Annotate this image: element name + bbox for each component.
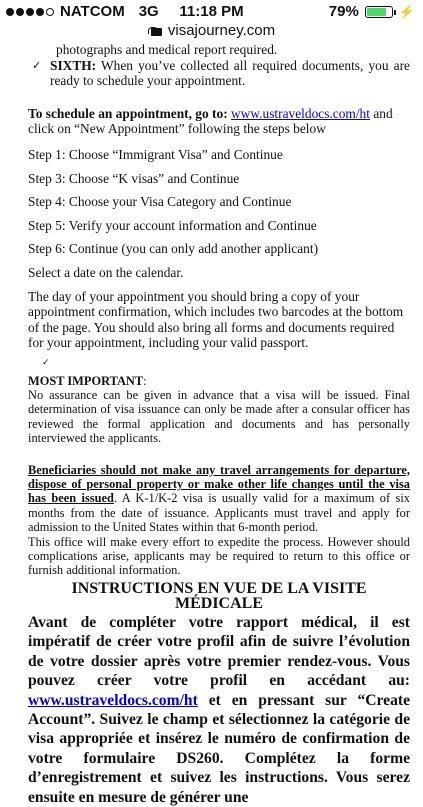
url-text: visajourney.com bbox=[167, 22, 276, 39]
battery-fill bbox=[367, 8, 386, 16]
medical-instructions-text: Avant de compléter votre rapport médical, il est impératif de créer votre profil afin de suivre l’évolution de votre dossier après votre premier rendez-vous. Vous pouvez créer votre profil en accédant au: www.ustraveldocs.com/ht et en pressant sur “Create Account”. Suivez le champ et sélectionnez la catégorie de visa appropriée et insérez le numéro de confirmation de votre formulaire DS260. Complétez la forme d’enregistrement et suivez les instructions. Vous serez ensuite en mesure de générer une bbox=[28, 613, 410, 806]
check-icon: ✓ bbox=[32, 59, 42, 72]
office-effort-paragraph: This office will make every effort to expedite the process. However should complications arise, applicants may be required to return to this office or furnish additional information. bbox=[28, 534, 410, 578]
select-date-text: Select a date on the calendar. bbox=[28, 264, 184, 280]
appointment-day-paragraph: The day of your appointment you should bring a copy of your appointment confirmation, which includes two barcodes at the bottom of the page. You should also bring all forms and documents required for your appointment, including your valid passport. bbox=[28, 288, 404, 351]
schedule-instructions: To schedule an appointment, go to: www.ustraveldocs.com/ht and click on “New Appointment” following the steps below bbox=[28, 105, 393, 137]
network-type: 3G bbox=[138, 3, 159, 20]
most-important-text: No assurance can be given in advance that a visa will be issued. Final determination of visa issuance can only be made after a consular officer has reviewed the formal application and documents and has personally interviewed the applicants. bbox=[28, 387, 410, 446]
charging-icon: ⚡ bbox=[398, 3, 415, 19]
partial-line: photographs and medical report required. bbox=[56, 42, 278, 57]
beneficiaries-paragraph: Beneficiaries should not make any travel arrangements for departure, dispose of personal property or make other life changes until the visa has been issued. A K-1/K-2 visa is usually valid for a maximum of six months from the date of issuance. Applicants must travel and apply for admission to the United States within that 6-month period. bbox=[28, 462, 410, 535]
most-important-heading: MOST IMPORTANT: bbox=[28, 373, 147, 388]
ustraveldocs-link[interactable]: www.ustraveldocs.com/ht bbox=[231, 105, 370, 121]
step-1: Step 1: Choose “Immigrant Visa” and Continue bbox=[28, 146, 283, 162]
ustraveldocs-link-fr[interactable]: www.ustraveldocs.com/ht bbox=[28, 691, 198, 709]
step-4: Step 4: Choose your Visa Category and Continue bbox=[28, 194, 292, 210]
battery-area bbox=[329, 3, 415, 20]
battery-percent: 79% bbox=[328, 3, 359, 20]
battery-icon bbox=[365, 6, 393, 18]
medical-instructions-heading: INSTRUCTIONS EN VUE DE LA VISITE MÉDICALE bbox=[71, 579, 367, 613]
article-content bbox=[28, 42, 410, 807]
address-bar[interactable] bbox=[0, 22, 423, 42]
carrier-name: NATCOM bbox=[60, 3, 125, 20]
step-6: Step 6: Continue (you can only add another applicant) bbox=[28, 241, 319, 257]
status-bar bbox=[0, 0, 423, 22]
step-5: Step 5: Verify your account information and Continue bbox=[28, 217, 317, 233]
clock: 11:18 PM bbox=[179, 3, 244, 20]
step-3: Step 3: Choose “K visas” and Continue bbox=[28, 170, 240, 186]
check-mark: ✓ bbox=[42, 356, 50, 367]
lock-icon bbox=[148, 27, 158, 34]
bullet-sixth: ✓ SIXTH: When you’ve collected all required documents, you are ready to schedule your appointment. bbox=[32, 57, 410, 89]
